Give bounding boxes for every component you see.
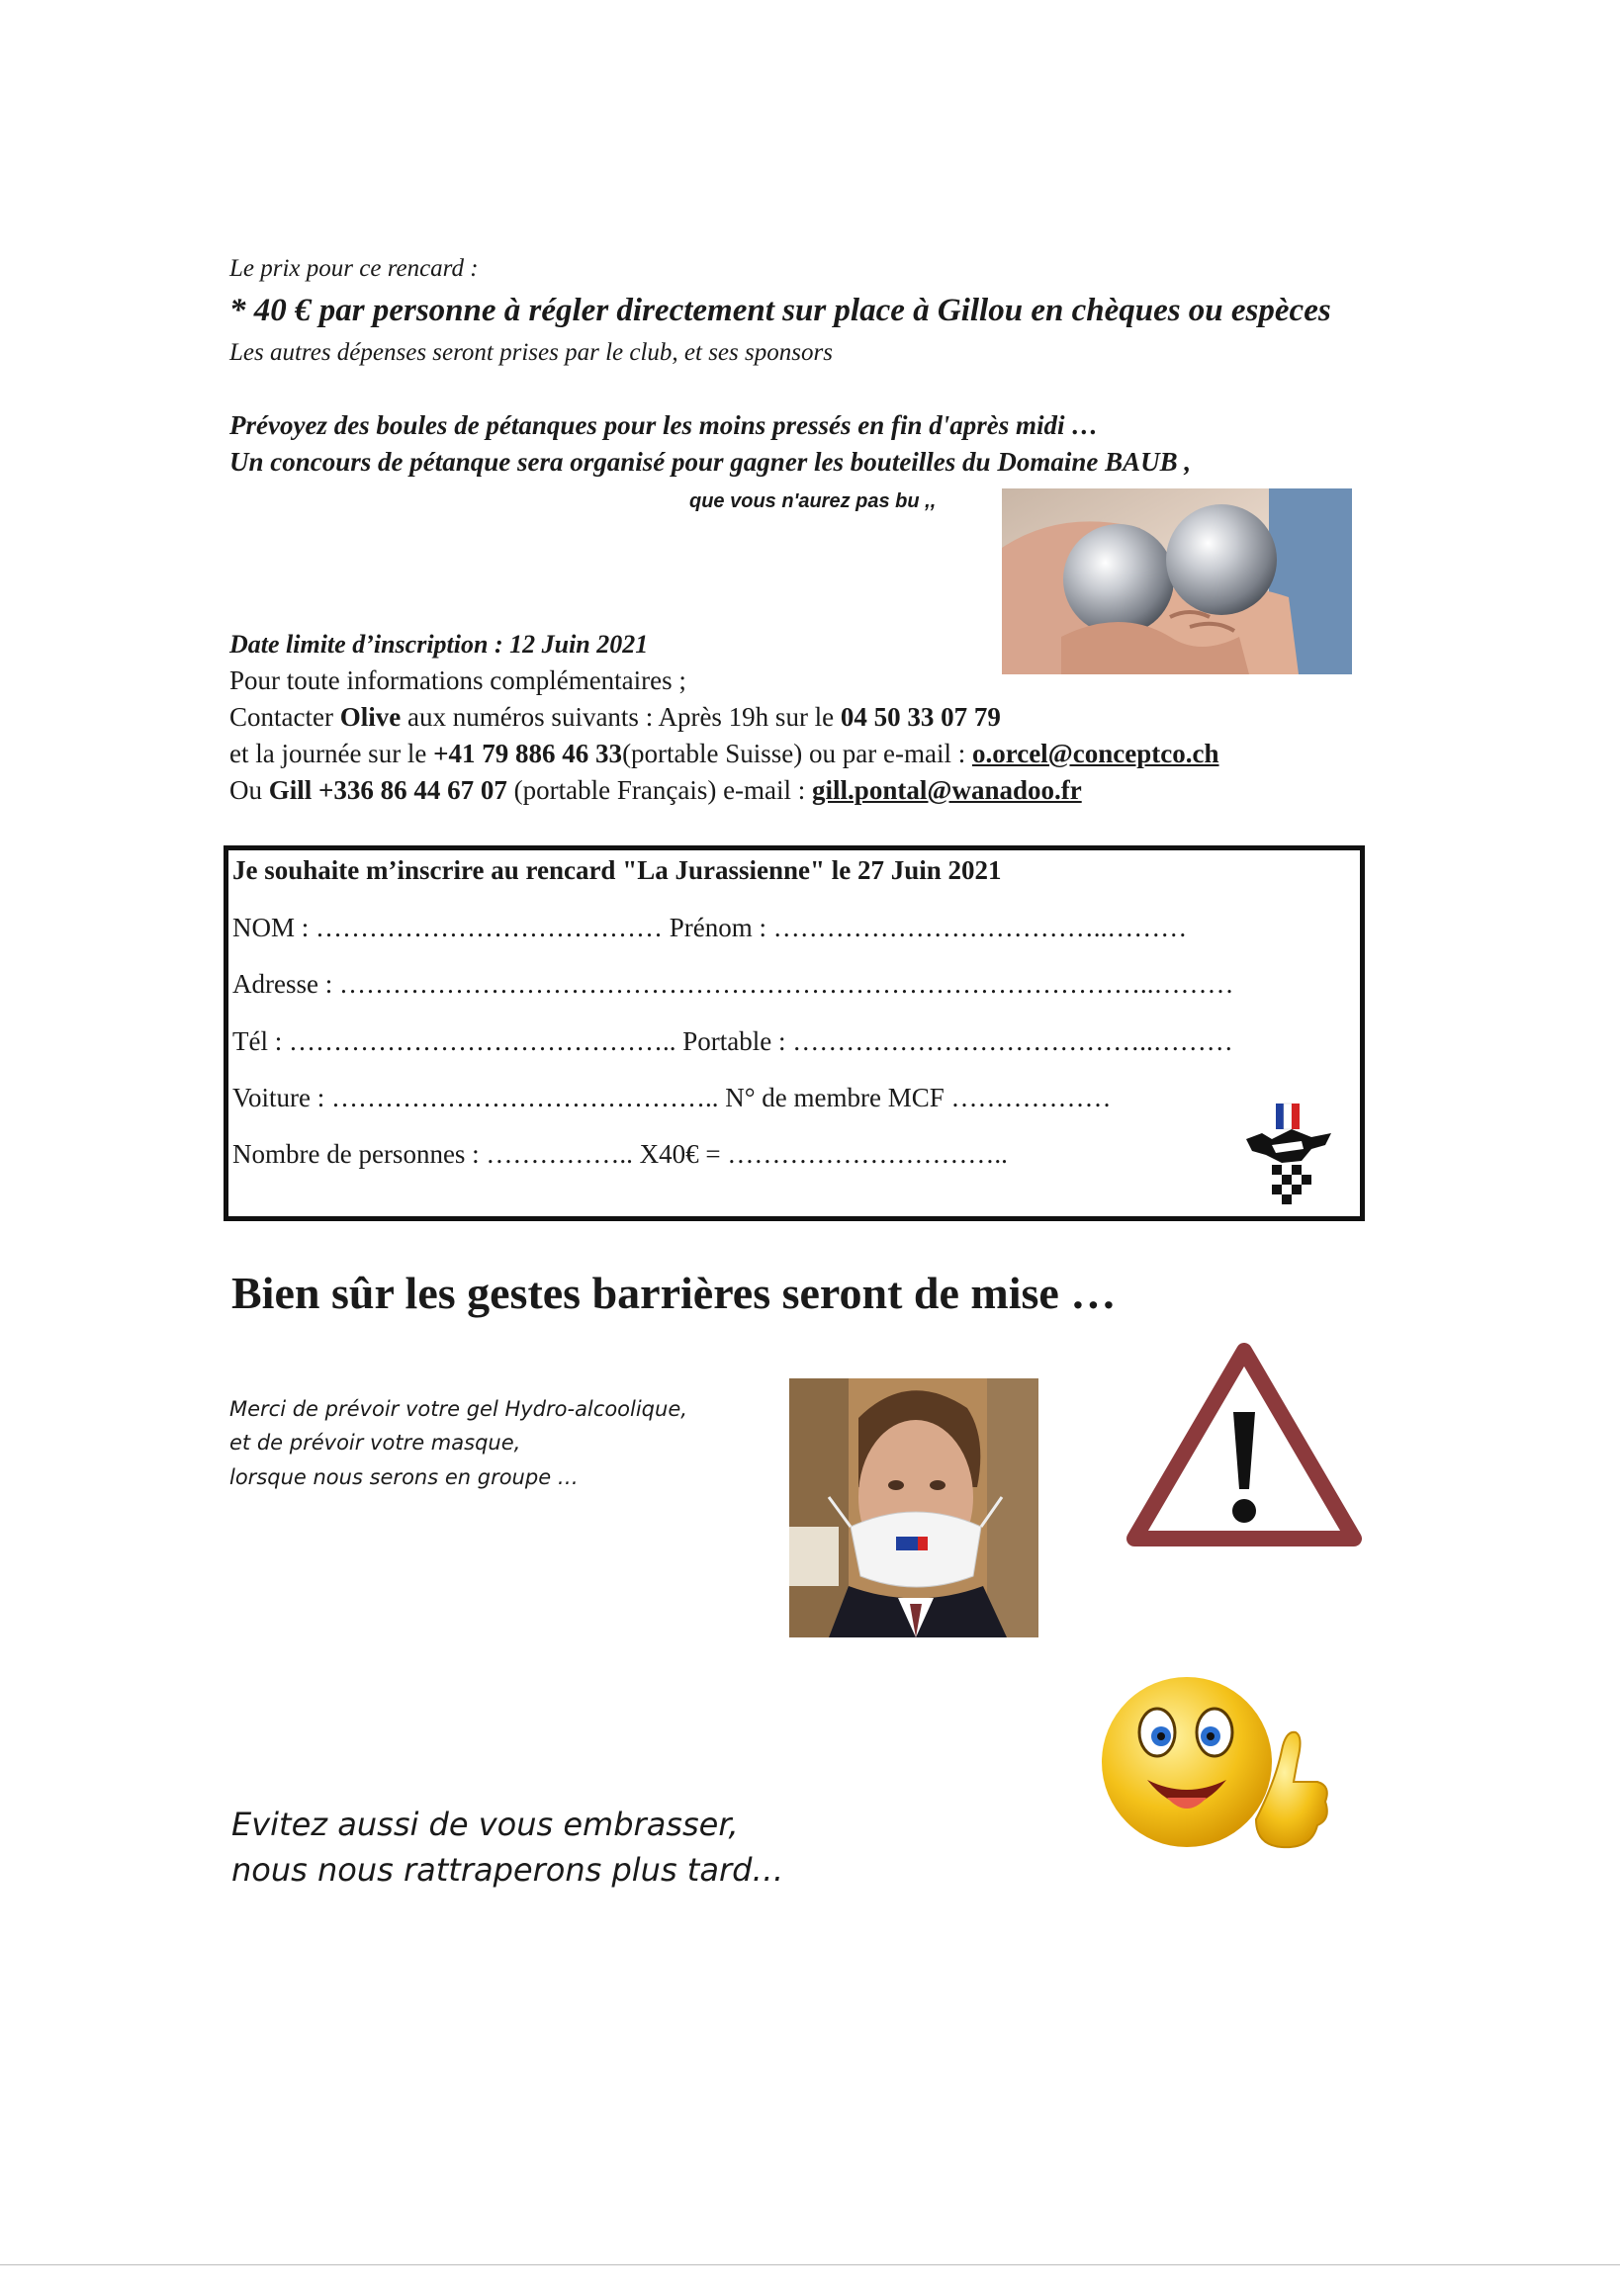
contact-text: (portable Suisse) ou par e-mail : [622,739,972,768]
contact-text: (portable Français) e-mail : [506,775,813,805]
masked-mannequin-photo [789,1378,1038,1637]
warning-icon [1126,1343,1362,1546]
phone-olive-day: +41 79 886 46 33 [433,739,623,768]
contact-name-olive: Olive [339,702,402,732]
form-row-people-count[interactable]: Nombre de personnes : …………….. X40€ = ………………………….. [232,1139,1008,1169]
form-row-car[interactable]: Voiture : …………………………………….. N° de membre MCF ……………… [232,1083,1112,1112]
email-link-olive[interactable]: o.orcel@conceptco.ch [971,739,1219,768]
contact-text: et la journée sur le [229,739,434,768]
gel-note-2: et de prévoir votre masque, [229,1431,521,1455]
phone-gill: +336 86 44 67 07 [318,775,507,805]
contact-line-gill [229,775,1082,806]
form-row-phone[interactable]: Tél : …………………………………….. Portable : …………………………………..……… [232,1026,1233,1056]
club-logo-icon [1242,1100,1337,1208]
info-line: Pour toute informations complémentaires ; [229,665,686,695]
petanque-line-2: Un concours de pétanque sera organisé pour gagner les bouteilles du Domaine BAUB , [229,447,1192,477]
gel-note-1: Merci de prévoir votre gel Hydro-alcoolique, [229,1397,687,1421]
contact-name-gill: Gill [268,775,313,805]
contact-text: Contacter [229,702,340,732]
phone-olive-evening: 04 50 33 07 79 [840,702,1001,732]
price-intro: Le prix pour ce rencard : [229,255,479,282]
petanque-line-3: que vous n'aurez pas bu ,, [689,490,937,512]
petanque-boules-photo [1002,488,1352,674]
email-link-gill[interactable]: gill.pontal@wanadoo.fr [812,775,1082,805]
barrier-title: Bien sûr les gestes barrières seront de mise … [231,1268,1117,1318]
price-main: * 40 € par personne à régler directement sur place à Gillou en chèques ou espèces [229,293,1331,328]
closing-line-2: nous nous rattraperons plus tard… [231,1851,784,1889]
registration-form [224,845,1365,1221]
expenses-note: Les autres dépenses seront prises par le club, et ses sponsors [229,339,833,366]
closing-line-1: Evitez aussi de vous embrasser, [231,1806,739,1843]
smiley-pointing-icon [1088,1671,1345,1859]
contact-text: Ou [229,775,269,805]
contact-line-olive-day [229,739,1219,769]
form-row-address[interactable]: Adresse : ………………………………………………………………………………..……… [232,969,1234,999]
contact-text: aux numéros suivants : Après 19h sur le [401,702,841,732]
form-title: Je souhaite m’inscrire au rencard "La Jurassienne" le 27 Juin 2021 [232,855,1002,885]
form-row-name[interactable]: NOM : ………………………………… Prénom : ………………………………..……… [232,913,1188,942]
registration-deadline: Date limite d’inscription : 12 Juin 2021 [229,630,649,659]
page-edge-divider [0,2264,1620,2265]
contact-line-olive [229,702,1001,733]
petanque-line-1: Prévoyez des boules de pétanques pour les moins pressés en fin d'après midi … [229,410,1099,440]
gel-note-3: lorsque nous serons en groupe … [229,1465,579,1489]
